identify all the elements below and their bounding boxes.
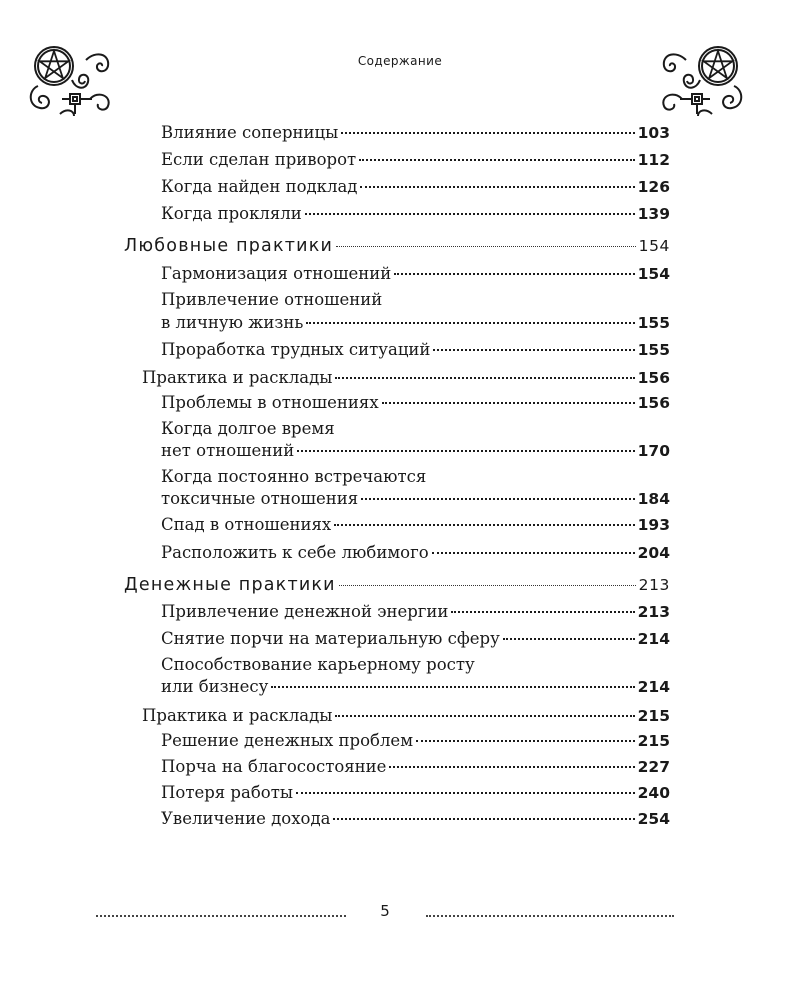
running-header: Содержание bbox=[357, 54, 443, 68]
toc-entry-page: 156 bbox=[637, 394, 670, 412]
toc-entry-title-line1: Когда долгое время bbox=[161, 419, 335, 438]
pentacle-ornament-icon bbox=[24, 38, 120, 118]
toc-entry-title: Если сделан приворот bbox=[161, 150, 357, 169]
dot-leader bbox=[341, 131, 634, 134]
toc-entry[interactable] bbox=[161, 390, 670, 416]
toc-entry[interactable] bbox=[161, 261, 670, 287]
toc-section-heading[interactable] bbox=[124, 572, 670, 598]
toc-entry-page: 155 bbox=[637, 314, 670, 332]
toc-entry-title: нет отношений bbox=[161, 441, 295, 460]
dot-leader bbox=[297, 449, 634, 452]
toc-entry-page: 103 bbox=[637, 124, 670, 142]
toc-entry-title-line1: Способствование карьерному росту bbox=[161, 655, 475, 674]
toc-entry[interactable] bbox=[161, 438, 670, 464]
footer-dotted-rule-right bbox=[426, 914, 674, 917]
toc-entry[interactable] bbox=[161, 674, 670, 700]
toc-entry-page: 240 bbox=[637, 784, 670, 802]
toc-entry-title: в личную жизнь bbox=[161, 313, 304, 332]
dot-leader bbox=[382, 401, 635, 404]
toc-entry[interactable] bbox=[161, 754, 670, 780]
toc-entry-page: 213 bbox=[638, 576, 670, 594]
toc-entry-title: токсичные отношения bbox=[161, 489, 359, 508]
toc-entry-page: 214 bbox=[637, 678, 670, 696]
toc-entry-title: Снятие порчи на материальную сферу bbox=[161, 629, 500, 648]
toc-entry-title: Влияние соперницы bbox=[161, 123, 339, 142]
toc-subsection[interactable] bbox=[142, 703, 670, 729]
dot-leader bbox=[335, 714, 634, 717]
toc-entry-title: Порча на благосостояние bbox=[161, 757, 387, 776]
toc-entry-page: 214 bbox=[637, 630, 670, 648]
dot-leader bbox=[305, 212, 635, 215]
toc-entry-title: Проблемы в отношениях bbox=[161, 393, 379, 412]
toc-entry-title: Когда прокляли bbox=[161, 204, 302, 223]
toc-entry[interactable] bbox=[161, 780, 670, 806]
dot-leader bbox=[361, 497, 634, 500]
dot-leader bbox=[339, 584, 636, 586]
toc-entry[interactable] bbox=[161, 806, 670, 832]
toc-entry[interactable] bbox=[161, 310, 670, 336]
toc-entry-page: 215 bbox=[637, 732, 670, 750]
dot-leader bbox=[333, 817, 634, 820]
toc-entry-title: Решение денежных проблем bbox=[161, 731, 414, 750]
toc-entry-title: Практика и расклады bbox=[142, 706, 333, 725]
toc-entry-title: Спад в отношениях bbox=[161, 515, 332, 534]
toc-entry-title: Увеличение дохода bbox=[161, 809, 331, 828]
toc-entry-page: 193 bbox=[637, 516, 670, 534]
toc-entry[interactable] bbox=[161, 626, 670, 652]
toc-entry-page: 112 bbox=[637, 151, 670, 169]
toc-entry-page: 204 bbox=[637, 544, 670, 562]
dot-leader bbox=[359, 158, 635, 161]
pentacle-ornament-icon bbox=[652, 38, 748, 118]
page-footer bbox=[0, 900, 800, 930]
toc-entry[interactable] bbox=[161, 201, 670, 227]
toc-entry[interactable] bbox=[161, 540, 670, 566]
toc-section-title: Денежные практики bbox=[124, 575, 336, 595]
dot-leader bbox=[503, 637, 635, 640]
toc-entry-page: 126 bbox=[637, 178, 670, 196]
toc-entry-title: или бизнесу bbox=[161, 677, 269, 696]
dot-leader bbox=[306, 321, 634, 324]
dot-leader bbox=[336, 245, 636, 247]
toc-entry-page: 156 bbox=[637, 369, 670, 387]
toc-entry-title: Привлечение денежной энергии bbox=[161, 602, 449, 621]
toc-entry-page: 184 bbox=[637, 490, 670, 508]
toc-entry-title: Проработка трудных ситуаций bbox=[161, 340, 431, 359]
dot-leader bbox=[271, 685, 634, 688]
toc-entry[interactable] bbox=[161, 599, 670, 625]
toc-entry-title-line1: Когда постоянно встречаются bbox=[161, 467, 427, 486]
toc-section-title: Любовные практики bbox=[124, 236, 334, 256]
dot-leader bbox=[394, 272, 634, 275]
toc-entry-page: 154 bbox=[638, 237, 670, 255]
toc-entry-page: 155 bbox=[637, 341, 670, 359]
toc-entry-page: 139 bbox=[637, 205, 670, 223]
toc-entry-page: 213 bbox=[637, 603, 670, 621]
toc-entry-page: 215 bbox=[637, 707, 670, 725]
dot-leader bbox=[296, 791, 635, 794]
toc-entry-title: Гармонизация отношений bbox=[161, 264, 392, 283]
toc-entry-title: Расположить к себе любимого bbox=[161, 543, 429, 562]
toc-entry[interactable] bbox=[161, 120, 670, 146]
toc-entry-title-line1: Привлечение отношений bbox=[161, 290, 383, 309]
page-number: 5 bbox=[380, 902, 390, 920]
toc-entry-page: 227 bbox=[637, 758, 670, 776]
toc-entry-title: Потеря работы bbox=[161, 783, 293, 802]
toc-entry-page: 254 bbox=[637, 810, 670, 828]
dot-leader bbox=[334, 523, 634, 526]
toc-entry[interactable] bbox=[161, 174, 670, 200]
dot-leader bbox=[360, 185, 634, 188]
toc-entry[interactable] bbox=[161, 337, 670, 363]
toc-entry-page: 170 bbox=[637, 442, 670, 460]
toc-entry[interactable] bbox=[161, 728, 670, 754]
dot-leader bbox=[451, 610, 634, 613]
dot-leader bbox=[432, 551, 635, 554]
dot-leader bbox=[416, 739, 635, 742]
toc-section-heading[interactable] bbox=[124, 233, 670, 259]
dot-leader bbox=[389, 765, 634, 768]
dot-leader bbox=[335, 376, 634, 379]
toc-entry[interactable] bbox=[161, 486, 670, 512]
toc-subsection[interactable] bbox=[142, 365, 670, 391]
toc-entry-title: Когда найден подклад bbox=[161, 177, 358, 196]
toc-entry[interactable] bbox=[161, 147, 670, 173]
toc-entry-title: Практика и расклады bbox=[142, 368, 333, 387]
dot-leader bbox=[433, 348, 634, 351]
toc-entry-page: 154 bbox=[637, 265, 670, 283]
toc-entry[interactable] bbox=[161, 512, 670, 538]
